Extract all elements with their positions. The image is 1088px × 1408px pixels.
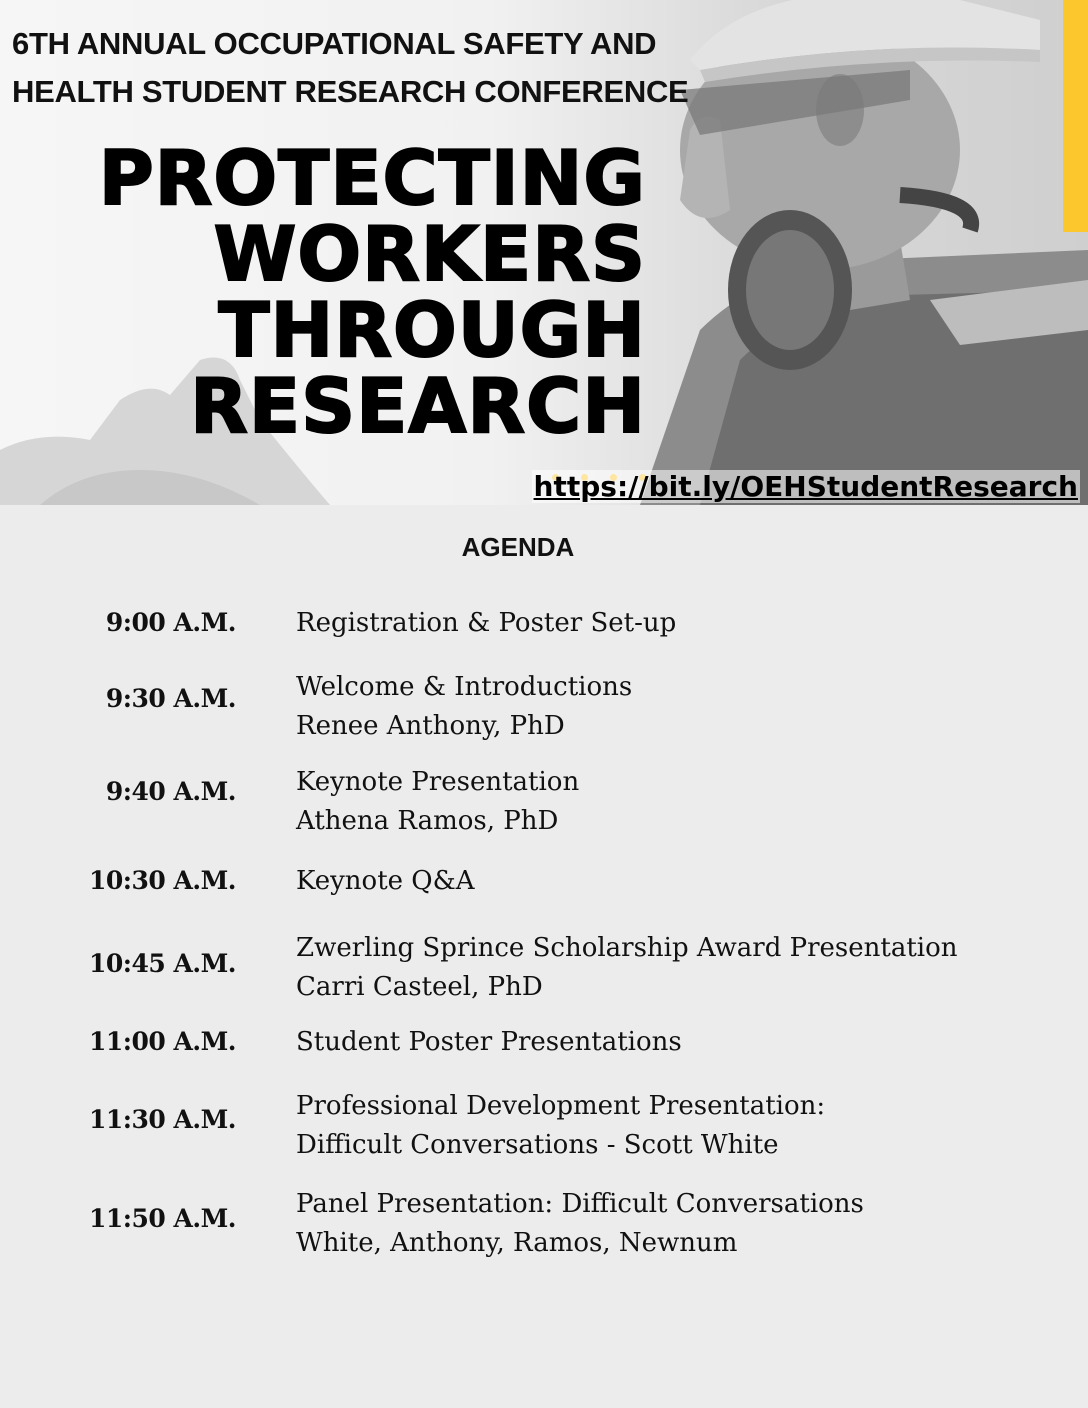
headline-line-4: RESEARCH <box>190 362 646 450</box>
agenda-time: 11:30 A.M. <box>89 1105 236 1134</box>
agenda-description: Zwerling Sprince Scholarship Award Presentation <box>296 933 958 963</box>
conference-title-line-2: HEALTH STUDENT RESEARCH CONFERENCE <box>12 74 689 109</box>
agenda-speaker: Athena Ramos, PhD <box>296 806 559 836</box>
conference-link[interactable]: https://bit.ly/OEHStudentResearch <box>533 470 1078 503</box>
headline-line-1: PROTECTING <box>98 134 646 222</box>
hero-banner <box>0 0 1088 505</box>
agenda-title: AGENDA <box>461 532 575 562</box>
agenda-description: Registration & Poster Set-up <box>296 608 677 638</box>
agenda-description: Keynote Presentation <box>296 767 580 797</box>
agenda-description: Professional Development Presentation: <box>296 1091 826 1121</box>
headline <box>98 134 646 450</box>
agenda-description: Welcome & Introductions <box>296 672 633 702</box>
headline-line-2: WORKERS <box>213 210 646 298</box>
agenda-time: 10:30 A.M. <box>89 866 236 895</box>
accent-bar <box>1063 0 1088 232</box>
agenda-time: 11:50 A.M. <box>89 1204 236 1233</box>
agenda-speaker: Carri Casteel, PhD <box>296 972 543 1002</box>
agenda-time: 11:00 A.M. <box>89 1027 236 1056</box>
agenda-time: 10:45 A.M. <box>89 949 236 978</box>
agenda-description: Keynote Q&A <box>296 866 475 896</box>
agenda-speaker: Renee Anthony, PhD <box>296 711 565 741</box>
agenda-time: 9:00 A.M. <box>105 608 236 637</box>
agenda-description: Student Poster Presentations <box>296 1027 682 1057</box>
agenda-time: 9:30 A.M. <box>105 684 236 713</box>
headline-line-3: THROUGH <box>218 286 646 374</box>
agenda-description: Panel Presentation: Difficult Conversations <box>296 1189 864 1219</box>
conference-title-line-1: 6TH ANNUAL OCCUPATIONAL SAFETY AND <box>12 26 657 61</box>
agenda-speaker: White, Anthony, Ramos, Newnum <box>296 1228 738 1258</box>
agenda-speaker: Difficult Conversations - Scott White <box>296 1130 779 1160</box>
agenda-time: 9:40 A.M. <box>105 777 236 806</box>
conference-title <box>12 20 732 116</box>
